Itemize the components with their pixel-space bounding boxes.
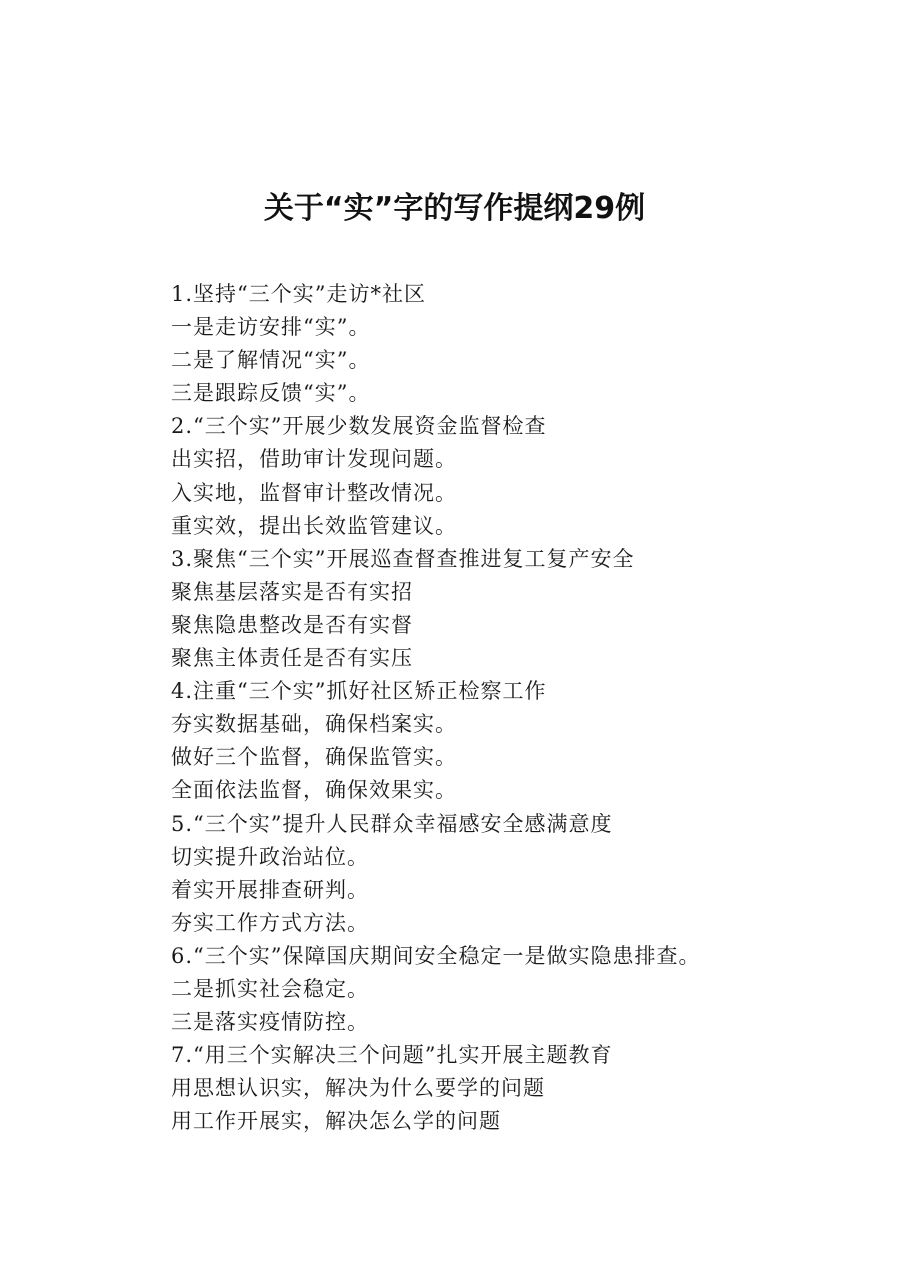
body-line: 二是抓实社会稳定。	[171, 976, 369, 1001]
body-line: 5.“三个实”提升人民群众幸福感安全感满意度	[171, 811, 613, 836]
body-line: 聚焦主体责任是否有实压	[171, 646, 413, 671]
document-body	[171, 278, 871, 1138]
body-line: 出实招，借助审计发现问题。	[171, 447, 457, 472]
body-line: 夯实工作方式方法。	[171, 910, 369, 935]
body-line: 入实地，监督审计整改情况。	[171, 480, 457, 505]
body-line: 2.“三个实”开展少数发展资金监督检查	[171, 414, 547, 439]
body-line: 做好三个监督，确保监管实。	[171, 745, 457, 770]
body-line: 用思想认识实，解决为什么要学的问题	[171, 1076, 545, 1101]
body-line: 一是走访安排“实”。	[171, 315, 371, 340]
document-title: 关于“实”字的写作提纲29例	[263, 191, 646, 226]
body-line: 二是了解情况“实”。	[171, 348, 371, 373]
body-line: 聚焦隐患整改是否有实督	[171, 612, 413, 637]
body-line: 7.“用三个实解决三个问题”扎实开展主题教育	[171, 1043, 613, 1068]
body-line: 4.注重“三个实”抓好社区矫正检察工作	[171, 679, 547, 704]
body-line: 全面依法监督，确保效果实。	[171, 778, 457, 803]
body-line: 夯实数据基础，确保档案实。	[171, 712, 457, 737]
body-line: 着实开展排查研判。	[171, 877, 369, 902]
body-line: 重实效，提出长效监管建议。	[171, 513, 457, 538]
body-line: 聚焦基层落实是否有实招	[171, 579, 413, 604]
body-line: 6.“三个实”保障国庆期间安全稳定一是做实隐患排查。	[171, 943, 701, 968]
body-line: 切实提升政治站位。	[171, 844, 369, 869]
body-line: 用工作开展实，解决怎么学的问题	[171, 1109, 501, 1134]
body-line: 三是跟踪反馈“实”。	[171, 381, 371, 406]
body-line: 三是落实疫情防控。	[171, 1010, 369, 1035]
body-line: 3.聚焦“三个实”开展巡查督查推进复工复产安全	[171, 546, 635, 571]
body-line: 1.坚持“三个实”走访*社区	[171, 282, 427, 306]
